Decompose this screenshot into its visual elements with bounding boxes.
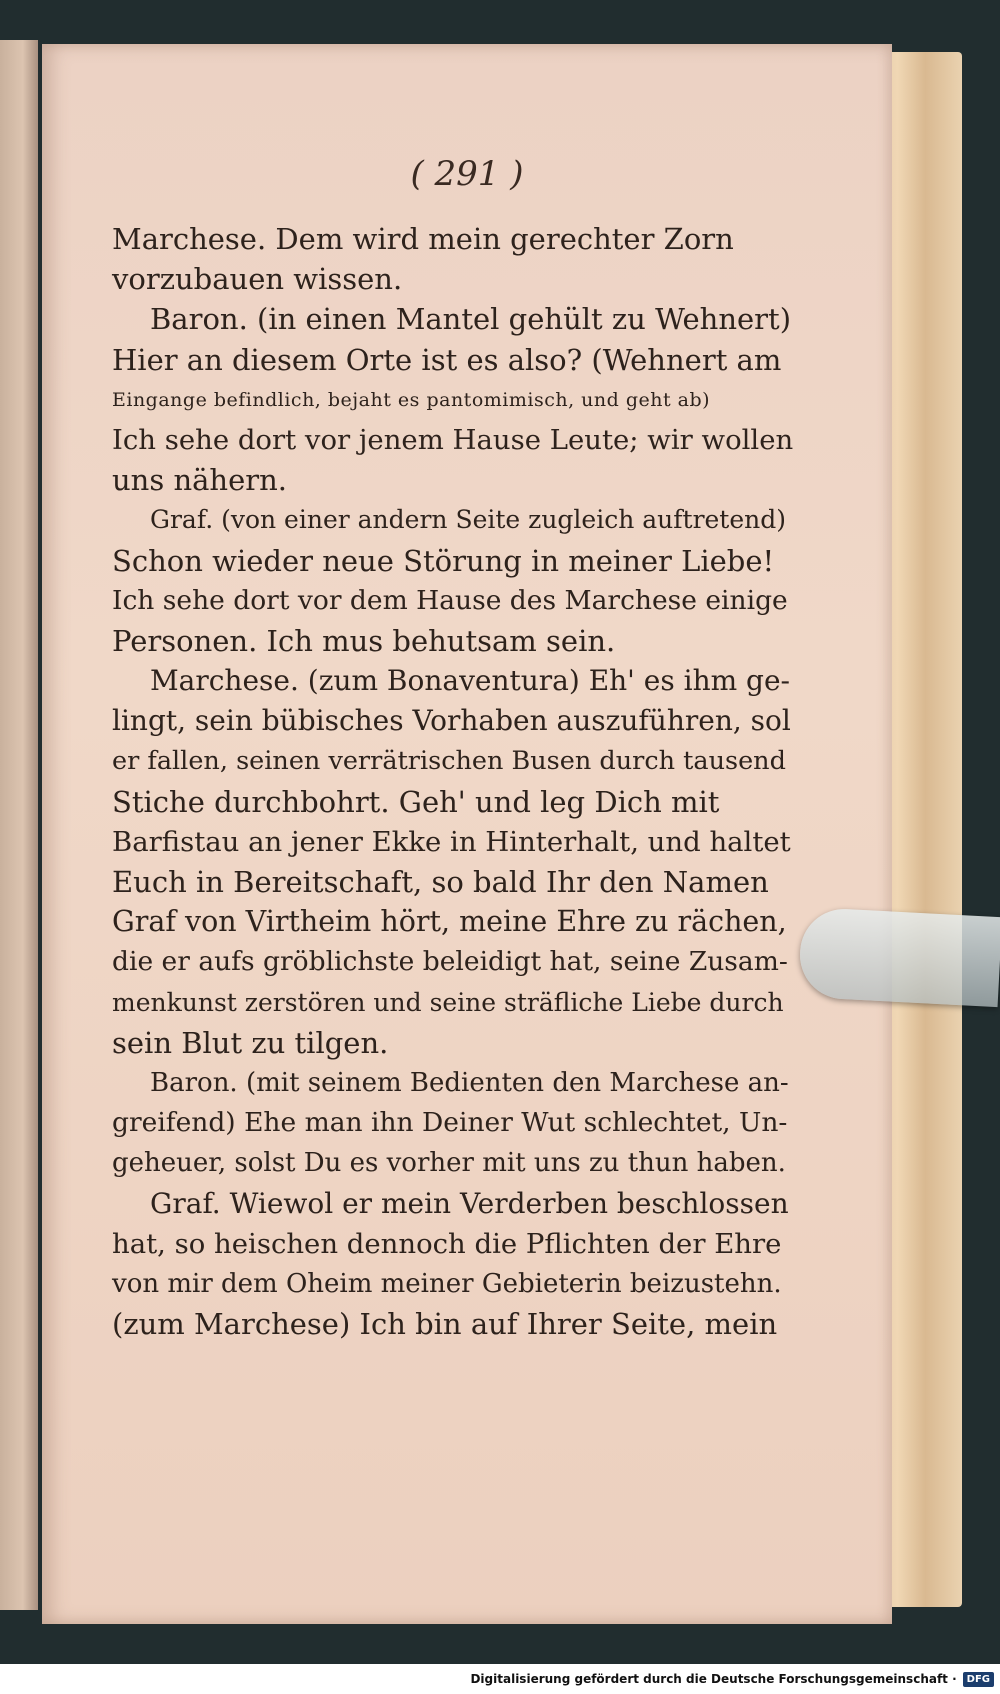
text-line: Barfistau an jener Ekke in Hinterhalt, und haltet bbox=[112, 825, 791, 858]
text-line: uns nähern. bbox=[112, 463, 288, 498]
dfg-logo: DFG bbox=[963, 1672, 994, 1687]
text-line: Stiche durchbohrt. Geh' und leg Dich mit bbox=[112, 784, 720, 819]
text-line: Graf. Wiewol er mein Verderben beschlossen bbox=[150, 1186, 789, 1220]
page-number: ( 291 ) bbox=[410, 154, 524, 194]
text-line: Euch in Bereitschaft, so bald Ihr den Namen bbox=[112, 865, 769, 899]
text-line: Ich sehe dort vor dem Hause des Marchese einige bbox=[112, 584, 788, 616]
text-line: vorzubauen wissen. bbox=[112, 262, 403, 297]
text-line: Ich sehe dort vor jenem Hause Leute; wir wollen bbox=[112, 423, 794, 456]
text-line: Baron. (in einen Mantel gehült zu Wehnert) bbox=[150, 302, 792, 337]
text-line: er fallen, seinen verrätrischen Busen durch tausend bbox=[112, 746, 786, 777]
previous-page-edge bbox=[0, 40, 38, 1610]
text-line: hat, so heischen dennoch die Pflichten der Ehre bbox=[112, 1227, 782, 1260]
text-line: Marchese. Dem wird mein gerechter Zorn bbox=[112, 222, 734, 256]
text-line: die er aufs gröblichste beleidigt hat, seine Zusam- bbox=[112, 946, 788, 978]
page-clip bbox=[798, 907, 1000, 1007]
text-line: geheuer, solst Du es vorher mit uns zu thun haben. bbox=[112, 1148, 786, 1179]
book-page bbox=[42, 44, 892, 1624]
text-line: Personen. Ich mus behutsam sein. bbox=[112, 623, 616, 658]
text-line: Eingange befindlich, bejaht es pantomimisch, und geht ab) bbox=[112, 388, 711, 411]
text-line: menkunst zerstören und seine sträfliche Liebe durch bbox=[112, 987, 784, 1017]
text-line: (zum Marchese) Ich bin auf Ihrer Seite, mein bbox=[112, 1307, 778, 1342]
text-line: von mir dem Oheim meiner Gebieterin beizustehn. bbox=[112, 1268, 782, 1299]
text-line: Graf. (von einer andern Seite zugleich auftretend) bbox=[150, 505, 787, 535]
text-line: greifend) Ehe man ihn Deiner Wut schlechtet, Un- bbox=[112, 1107, 788, 1139]
text-line: Baron. (mit seinem Bedienten den Marchese an- bbox=[150, 1067, 789, 1098]
digitization-footer bbox=[0, 1664, 1000, 1694]
text-line: Graf von Virtheim hört, meine Ehre zu rächen, bbox=[112, 905, 787, 939]
text-line: Marchese. (zum Bonaventura) Eh' es ihm ge- bbox=[150, 664, 791, 698]
text-line: lingt, sein bübisches Vorhaben auszuführen, sol bbox=[112, 704, 791, 738]
text-line: sein Blut zu tilgen. bbox=[112, 1025, 389, 1060]
text-line: Schon wieder neue Störung in meiner Liebe! bbox=[112, 543, 775, 578]
page-text bbox=[112, 219, 792, 1344]
funding-credit: Digitalisierung gefördert durch die Deutsche Forschungsgemeinschaft · bbox=[470, 1672, 957, 1686]
text-line: Hier an diesem Orte ist es also? (Wehnert am bbox=[112, 342, 782, 377]
